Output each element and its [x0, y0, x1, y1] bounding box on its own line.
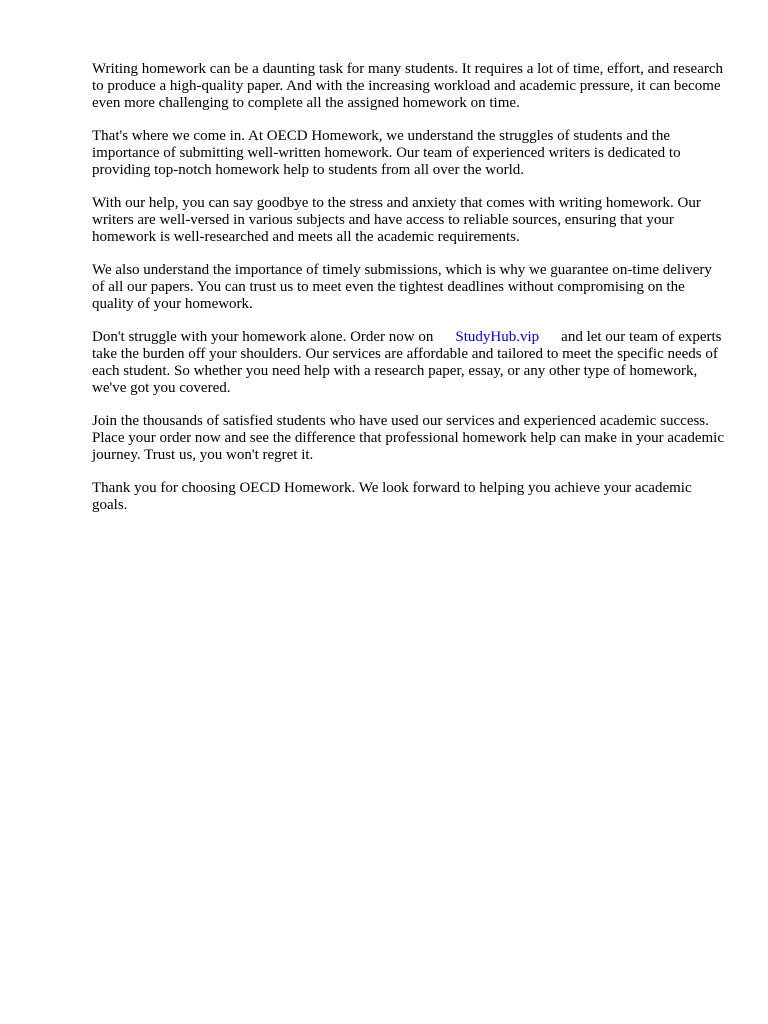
paragraph-help: With our help, you can say goodbye to the stress and anxiety that comes with writing homework. Our writers are well-versed in various subjects and have access to reliable sources, ensuring that your homework is well-researched and meets all the academic requirements.	[92, 195, 701, 245]
order-text-after-link: and let our team of experts take the burden off your shoulders. Our services are affordable and tailored to meet the specific needs of each student. So whether you need help with a research paper, essay, or any other type of homework, we've got you covered.	[92, 329, 722, 396]
paragraph-deadlines: We also understand the importance of timely submissions, which is why we guarantee on-time delivery of all our papers. You can trust us to meet even the tightest deadlines without compromising on the quality of your homework.	[92, 262, 712, 312]
document-body	[92, 61, 724, 530]
order-text-before-link: Don't struggle with your homework alone. Order now on	[92, 329, 434, 345]
paragraph-about: That's where we come in. At OECD Homework, we understand the struggles of students and the importance of submitting well-written homework. Our team of experienced writers is dedicated to providing top-notch homework help to students from all over the world.	[92, 128, 681, 178]
paragraph-order	[92, 329, 724, 397]
paragraph-intro: Writing homework can be a daunting task for many students. It requires a lot of time, effort, and research to produce a high-quality paper. And with the increasing workload and academic pressure, it can become even more challenging to complete all the assigned homework on time.	[92, 61, 724, 111]
paragraph-thanks: Thank you for choosing OECD Homework. We look forward to helping you achieve your academic goals.	[92, 480, 692, 513]
paragraph-join: Join the thousands of satisfied students who have used our services and experienced academic success. Place your order now and see the difference that professional homework help can make in your academic journey. Trust us, you won't regret it.	[92, 413, 724, 463]
studyhub-link[interactable]: StudyHub.vip	[455, 329, 540, 345]
